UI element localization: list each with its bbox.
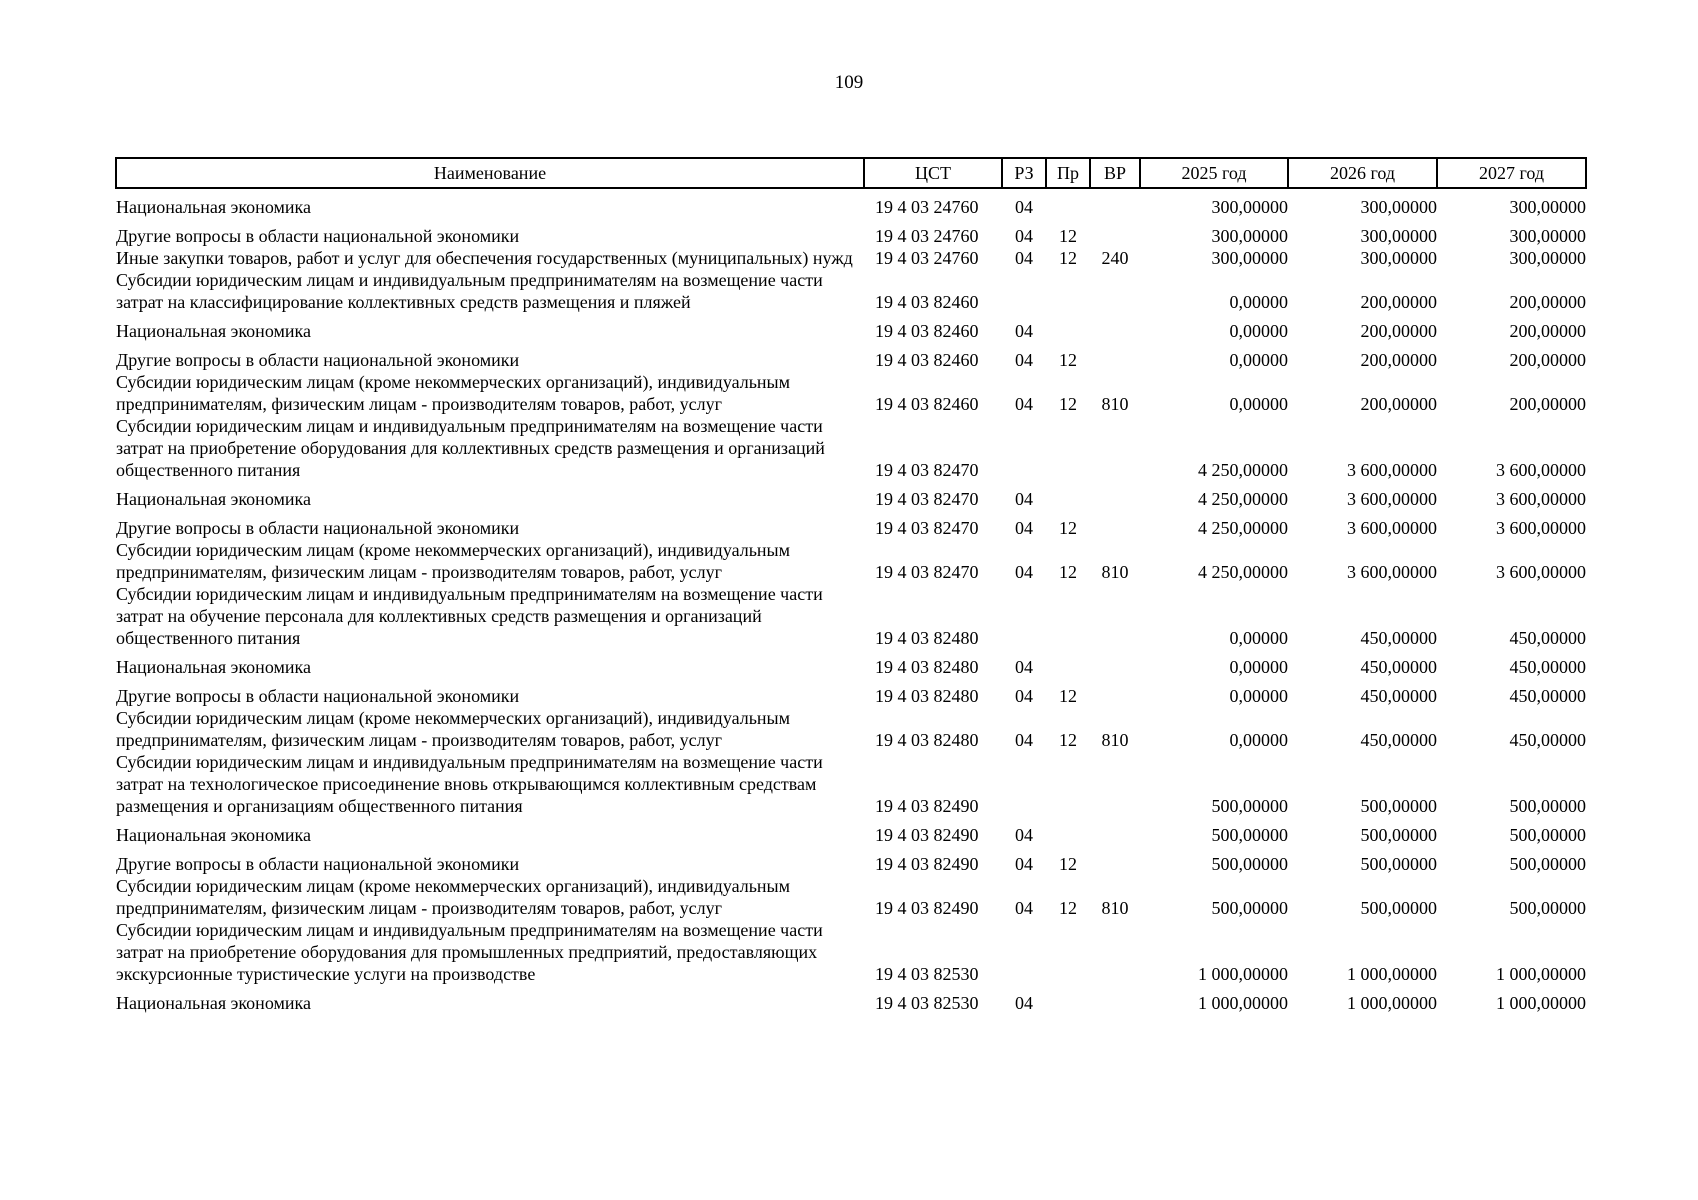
row-2027: 3 600,00000 <box>1496 562 1586 582</box>
row-vr <box>1090 985 1140 1014</box>
row-2027: 200,00000 <box>1509 394 1586 414</box>
table-row <box>116 751 1586 817</box>
row-cst: 19 4 03 82490 <box>875 796 979 816</box>
row-cst: 19 4 03 82460 <box>875 321 979 341</box>
row-2025: 500,00000 <box>1211 796 1288 816</box>
row-rz <box>1002 583 1046 649</box>
row-2026: 3 600,00000 <box>1347 460 1437 480</box>
row-rz: 04 <box>1015 657 1033 677</box>
row-cst: 19 4 03 82460 <box>875 350 979 370</box>
row-cst: 19 4 03 82480 <box>875 686 979 706</box>
row-cst: 19 4 03 82470 <box>875 460 979 480</box>
row-vr <box>1090 846 1140 875</box>
row-name: Субсидии юридическим лицам и индивидуальным предпринимателям на возмещение части затрат на технологическое присоединение вновь открывающимся коллективным средствам размещения и организациям общественного питания <box>116 752 823 816</box>
row-vr <box>1090 313 1140 342</box>
row-cst: 19 4 03 82480 <box>875 730 979 750</box>
row-cst: 19 4 03 82470 <box>875 518 979 538</box>
table-row <box>116 649 1586 678</box>
row-2027: 450,00000 <box>1509 686 1586 706</box>
row-2027: 200,00000 <box>1509 321 1586 341</box>
row-name: Субсидии юридическим лицам и индивидуальным предпринимателям на возмещение части затрат на классифицирование коллективных средств размещения и пляжей <box>116 270 823 312</box>
row-rz: 04 <box>1015 730 1033 750</box>
row-rz: 04 <box>1015 686 1033 706</box>
row-2026: 500,00000 <box>1360 796 1437 816</box>
row-vr: 810 <box>1101 898 1129 918</box>
row-pr: 12 <box>1059 518 1077 538</box>
row-2026: 450,00000 <box>1360 657 1437 677</box>
row-pr <box>1046 649 1090 678</box>
row-name: Национальная экономика <box>116 197 311 217</box>
row-2027: 500,00000 <box>1509 796 1586 816</box>
row-vr: 810 <box>1101 394 1129 414</box>
row-rz: 04 <box>1015 197 1033 217</box>
row-2025: 300,00000 <box>1211 226 1288 246</box>
row-2026: 450,00000 <box>1360 628 1437 648</box>
header-pr: Пр <box>1046 158 1090 188</box>
row-rz: 04 <box>1015 562 1033 582</box>
header-name: Наименование <box>116 158 864 188</box>
row-2026: 200,00000 <box>1360 292 1437 312</box>
budget-table <box>115 157 1587 1014</box>
row-2026: 300,00000 <box>1360 248 1437 268</box>
row-2027: 300,00000 <box>1509 226 1586 246</box>
row-rz: 04 <box>1015 489 1033 509</box>
row-vr <box>1090 510 1140 539</box>
row-cst: 19 4 03 24760 <box>875 226 979 246</box>
row-2025: 1 000,00000 <box>1198 993 1288 1013</box>
header-2026: 2026 год <box>1288 158 1437 188</box>
row-rz <box>1002 415 1046 481</box>
row-cst: 19 4 03 82470 <box>875 562 979 582</box>
table-body <box>116 188 1586 1014</box>
row-2026: 3 600,00000 <box>1347 489 1437 509</box>
row-2025: 0,00000 <box>1229 628 1288 648</box>
row-cst: 19 4 03 82480 <box>875 628 979 648</box>
row-vr <box>1090 415 1140 481</box>
row-name: Субсидии юридическим лицам и индивидуальным предпринимателям на возмещение части затрат на обучение персонала для коллективных средств размещения и организаций общественного питания <box>116 584 823 648</box>
header-2025: 2025 год <box>1140 158 1288 188</box>
row-rz: 04 <box>1015 825 1033 845</box>
table-row <box>116 846 1586 875</box>
table-row <box>116 371 1586 415</box>
row-name: Субсидии юридическим лицам и индивидуальным предпринимателям на возмещение части затрат на приобретение оборудования для промышленных предприятий, предоставляющих экскурсионные туристические услуги на производстве <box>116 920 823 984</box>
row-pr <box>1046 985 1090 1014</box>
row-vr <box>1090 583 1140 649</box>
table-row <box>116 188 1586 218</box>
row-rz: 04 <box>1015 226 1033 246</box>
row-2026: 300,00000 <box>1360 226 1437 246</box>
row-2025: 0,00000 <box>1229 350 1288 370</box>
row-2025: 500,00000 <box>1211 854 1288 874</box>
row-2025: 0,00000 <box>1229 730 1288 750</box>
row-vr: 810 <box>1101 562 1129 582</box>
row-cst: 19 4 03 82530 <box>875 993 979 1013</box>
row-cst: 19 4 03 82490 <box>875 898 979 918</box>
row-pr <box>1046 313 1090 342</box>
row-pr: 12 <box>1059 686 1077 706</box>
row-2026: 200,00000 <box>1360 350 1437 370</box>
row-vr <box>1090 751 1140 817</box>
table-row <box>116 919 1586 985</box>
row-2025: 0,00000 <box>1229 321 1288 341</box>
row-rz <box>1002 751 1046 817</box>
row-2025: 500,00000 <box>1211 898 1288 918</box>
row-pr: 12 <box>1059 898 1077 918</box>
row-rz <box>1002 269 1046 313</box>
row-2026: 450,00000 <box>1360 730 1437 750</box>
row-name: Субсидии юридическим лицам (кроме некоммерческих организаций), индивидуальным предпринимателям, физическим лицам - производителям товаров, работ, услуг <box>116 372 791 414</box>
row-2027: 3 600,00000 <box>1496 489 1586 509</box>
row-2025: 0,00000 <box>1229 686 1288 706</box>
table-row <box>116 342 1586 371</box>
row-2025: 4 250,00000 <box>1198 562 1288 582</box>
row-2026: 300,00000 <box>1360 197 1437 217</box>
row-2025: 0,00000 <box>1229 292 1288 312</box>
header-cst: ЦСТ <box>864 158 1002 188</box>
row-pr <box>1046 817 1090 846</box>
row-cst: 19 4 03 24760 <box>875 248 979 268</box>
row-2027: 3 600,00000 <box>1496 518 1586 538</box>
row-2025: 300,00000 <box>1211 197 1288 217</box>
row-vr <box>1090 919 1140 985</box>
row-2025: 0,00000 <box>1229 394 1288 414</box>
header-rz: РЗ <box>1002 158 1046 188</box>
row-rz <box>1002 919 1046 985</box>
row-cst: 19 4 03 82490 <box>875 854 979 874</box>
row-name: Национальная экономика <box>116 657 311 677</box>
table-row <box>116 817 1586 846</box>
table-row <box>116 481 1586 510</box>
row-rz: 04 <box>1015 350 1033 370</box>
row-vr <box>1090 342 1140 371</box>
row-pr: 12 <box>1059 562 1077 582</box>
row-2027: 300,00000 <box>1509 197 1586 217</box>
row-2027: 300,00000 <box>1509 248 1586 268</box>
row-cst: 19 4 03 82480 <box>875 657 979 677</box>
row-2025: 4 250,00000 <box>1198 489 1288 509</box>
table-header-row <box>116 158 1586 188</box>
row-vr <box>1090 481 1140 510</box>
row-cst: 19 4 03 82460 <box>875 394 979 414</box>
row-name: Другие вопросы в области национальной экономики <box>116 350 520 370</box>
row-rz: 04 <box>1015 993 1033 1013</box>
header-vr: ВР <box>1090 158 1140 188</box>
row-cst: 19 4 03 82530 <box>875 964 979 984</box>
row-vr <box>1090 817 1140 846</box>
row-vr <box>1090 269 1140 313</box>
row-name: Субсидии юридическим лицам (кроме некоммерческих организаций), индивидуальным предпринимателям, физическим лицам - производителям товаров, работ, услуг <box>116 540 791 582</box>
row-rz: 04 <box>1015 854 1033 874</box>
table-row <box>116 510 1586 539</box>
row-2026: 200,00000 <box>1360 394 1437 414</box>
row-rz: 04 <box>1015 518 1033 538</box>
row-pr: 12 <box>1059 394 1077 414</box>
table-row <box>116 218 1586 247</box>
row-vr <box>1090 218 1140 247</box>
row-2027: 450,00000 <box>1509 628 1586 648</box>
row-pr <box>1046 188 1090 218</box>
table-row <box>116 678 1586 707</box>
row-name: Национальная экономика <box>116 321 311 341</box>
row-2027: 500,00000 <box>1509 854 1586 874</box>
row-2025: 1 000,00000 <box>1198 964 1288 984</box>
row-2026: 450,00000 <box>1360 686 1437 706</box>
row-2025: 500,00000 <box>1211 825 1288 845</box>
table-row <box>116 415 1586 481</box>
row-name: Национальная экономика <box>116 489 311 509</box>
row-rz: 04 <box>1015 898 1033 918</box>
table-row <box>116 985 1586 1014</box>
row-vr <box>1090 188 1140 218</box>
row-2025: 300,00000 <box>1211 248 1288 268</box>
row-vr <box>1090 649 1140 678</box>
row-2026: 200,00000 <box>1360 321 1437 341</box>
row-rz: 04 <box>1015 248 1033 268</box>
table-row <box>116 875 1586 919</box>
row-name: Другие вопросы в области национальной экономики <box>116 686 520 706</box>
row-2027: 3 600,00000 <box>1496 460 1586 480</box>
table-row <box>116 539 1586 583</box>
row-vr: 240 <box>1101 248 1129 268</box>
row-pr: 12 <box>1059 350 1077 370</box>
row-name: Субсидии юридическим лицам (кроме некоммерческих организаций), индивидуальным предпринимателям, физическим лицам - производителям товаров, работ, услуг <box>116 708 791 750</box>
row-cst: 19 4 03 24760 <box>875 197 979 217</box>
row-2027: 450,00000 <box>1509 657 1586 677</box>
row-pr: 12 <box>1059 730 1077 750</box>
row-pr: 12 <box>1059 226 1077 246</box>
row-rz: 04 <box>1015 321 1033 341</box>
row-2027: 200,00000 <box>1509 350 1586 370</box>
row-pr <box>1046 269 1090 313</box>
row-cst: 19 4 03 82460 <box>875 292 979 312</box>
row-rz: 04 <box>1015 394 1033 414</box>
page-number: 109 <box>834 72 864 93</box>
table-row <box>116 583 1586 649</box>
row-cst: 19 4 03 82490 <box>875 825 979 845</box>
row-2026: 500,00000 <box>1360 898 1437 918</box>
row-2025: 4 250,00000 <box>1198 518 1288 538</box>
table-row <box>116 707 1586 751</box>
row-pr <box>1046 919 1090 985</box>
row-name: Иные закупки товаров, работ и услуг для обеспечения государственных (муниципальных) нужд <box>116 248 853 268</box>
row-pr <box>1046 751 1090 817</box>
row-2026: 500,00000 <box>1360 825 1437 845</box>
row-name: Субсидии юридическим лицам и индивидуальным предпринимателям на возмещение части затрат на приобретение оборудования для коллективных средств размещения и организаций общественного питания <box>116 416 825 480</box>
row-2027: 1 000,00000 <box>1496 993 1586 1013</box>
row-2027: 500,00000 <box>1509 825 1586 845</box>
row-vr: 810 <box>1101 730 1129 750</box>
row-name: Национальная экономика <box>116 993 311 1013</box>
row-pr <box>1046 583 1090 649</box>
row-pr: 12 <box>1059 248 1077 268</box>
row-name: Другие вопросы в области национальной экономики <box>116 854 520 874</box>
row-2026: 1 000,00000 <box>1347 993 1437 1013</box>
row-name: Другие вопросы в области национальной экономики <box>116 518 520 538</box>
row-2025: 0,00000 <box>1229 657 1288 677</box>
row-2026: 3 600,00000 <box>1347 562 1437 582</box>
row-2027: 450,00000 <box>1509 730 1586 750</box>
row-2027: 200,00000 <box>1509 292 1586 312</box>
row-2025: 4 250,00000 <box>1198 460 1288 480</box>
row-cst: 19 4 03 82470 <box>875 489 979 509</box>
row-2026: 1 000,00000 <box>1347 964 1437 984</box>
row-pr: 12 <box>1059 854 1077 874</box>
row-vr <box>1090 678 1140 707</box>
row-name: Национальная экономика <box>116 825 311 845</box>
row-name: Другие вопросы в области национальной экономики <box>116 226 520 246</box>
row-2026: 3 600,00000 <box>1347 518 1437 538</box>
row-pr <box>1046 415 1090 481</box>
table-row <box>116 247 1586 269</box>
table-row <box>116 269 1586 313</box>
row-name: Субсидии юридическим лицам (кроме некоммерческих организаций), индивидуальным предпринимателям, физическим лицам - производителям товаров, работ, услуг <box>116 876 791 918</box>
row-2027: 1 000,00000 <box>1496 964 1586 984</box>
row-2027: 500,00000 <box>1509 898 1586 918</box>
row-2026: 500,00000 <box>1360 854 1437 874</box>
row-pr <box>1046 481 1090 510</box>
table-row <box>116 313 1586 342</box>
header-2027: 2027 год <box>1437 158 1586 188</box>
